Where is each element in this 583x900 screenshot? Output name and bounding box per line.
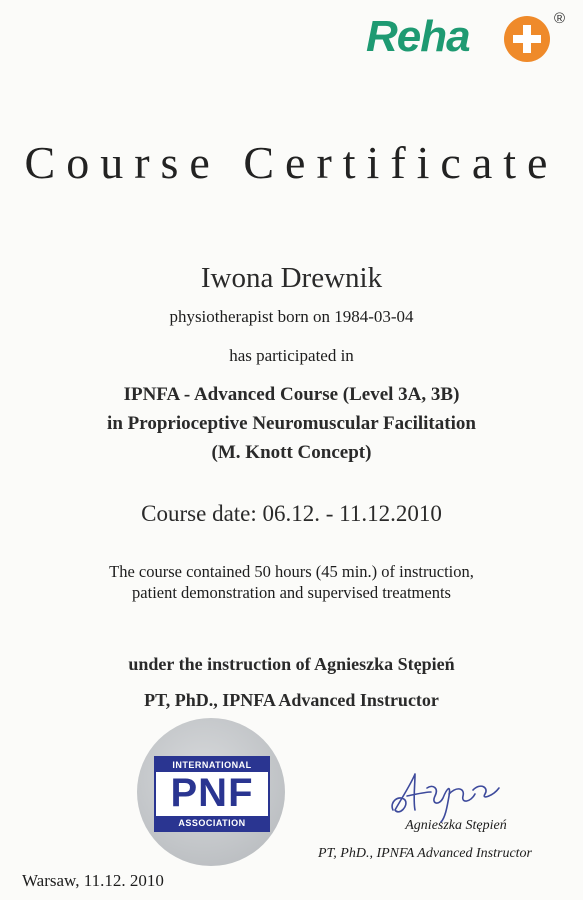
hours-line-2: patient demonstration and supervised treatments	[132, 583, 451, 602]
plus-icon	[504, 16, 550, 62]
seal-main-text: PNF	[170, 771, 254, 815]
course-title-line-1: IPNFA - Advanced Course (Level 3A, 3B)	[123, 384, 460, 405]
hours-line-1: The course contained 50 hours (45 min.) of instruction,	[109, 562, 474, 581]
course-hours	[0, 561, 583, 603]
reha-logo	[366, 8, 576, 70]
registered-mark: ®	[554, 10, 566, 27]
participant-name: Iwona Drewnik	[200, 262, 383, 294]
instructor-line-2: PT, PhD., IPNFA Advanced Instructor	[144, 690, 439, 710]
handwritten-signature	[385, 766, 505, 824]
participant-details: physiotherapist born on 1984-03-04	[169, 307, 414, 326]
certificate-title: Course Certificate	[24, 137, 559, 188]
place-and-date: Warsaw, 11.12. 2010	[22, 871, 164, 890]
seal-bottom-text: ASSOCIATION	[156, 816, 268, 830]
course-date: Course date: 06.12. - 11.12.2010	[141, 501, 442, 526]
course-title-line-3: (M. Knott Concept)	[211, 442, 372, 463]
instructor-line-1: under the instruction of Agnieszka Stępień	[128, 654, 455, 674]
seal-badge	[154, 756, 270, 832]
signatory-name: Agnieszka Stępień	[405, 818, 507, 833]
participation-text: has participated in	[229, 346, 354, 365]
logo-wordmark: Reha	[366, 12, 470, 61]
signatory-role: PT, PhD., IPNFA Advanced Instructor	[318, 846, 532, 861]
seal-top-text: INTERNATIONAL	[156, 758, 268, 772]
course-title-line-2: in Proprioceptive Neuromuscular Facilitation	[107, 413, 476, 434]
pnf-association-seal	[137, 718, 285, 866]
